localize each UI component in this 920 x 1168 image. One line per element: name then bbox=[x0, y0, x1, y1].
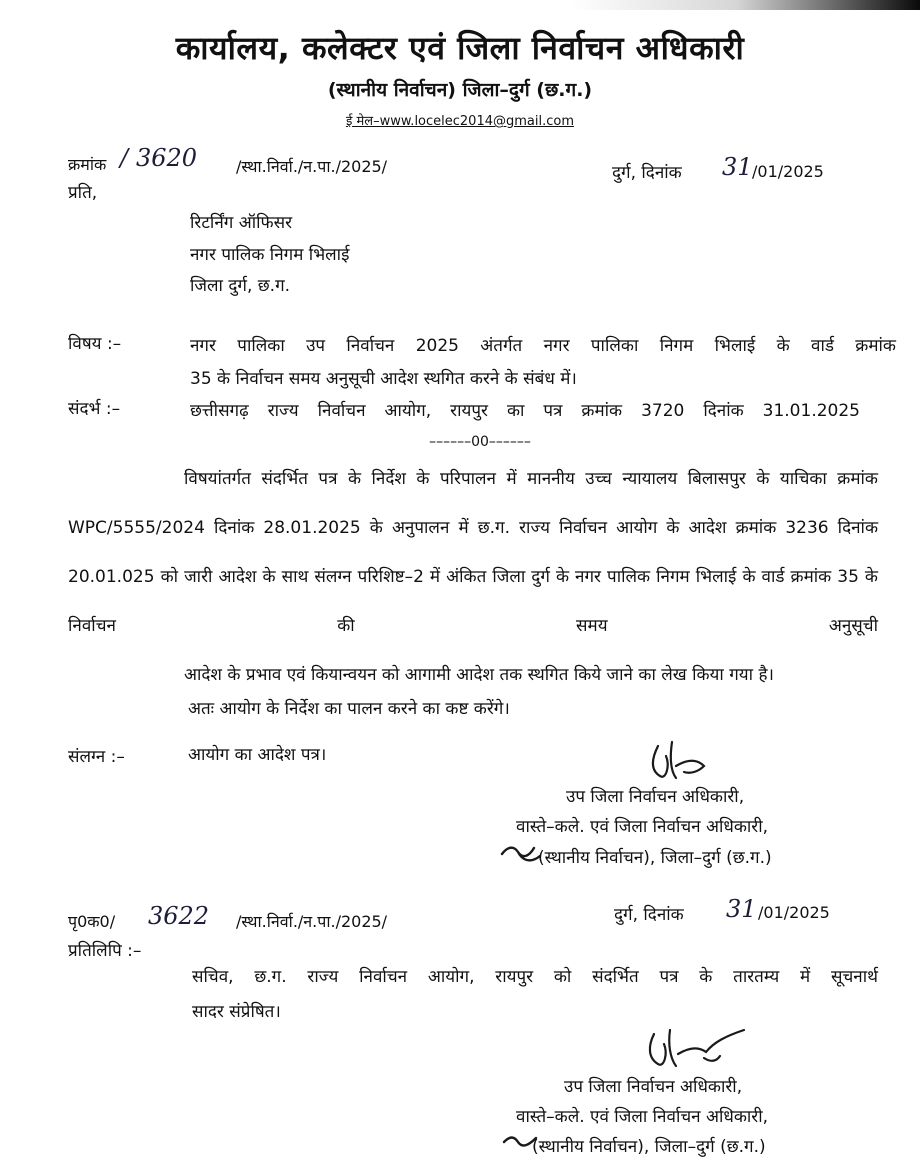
ref-slash: / bbox=[120, 144, 129, 172]
body-line: के याचिका क्रमांक WPC/5555/2024 दिनांक 28.01.2025 के अनुपालन में छ.ग. राज्य निर्वाचन bbox=[68, 469, 878, 538]
body-line: विषयांतर्गत संदर्भित पत्र के निर्देश के परिपालन में माननीय उच्च न्यायालय बिलासपुर bbox=[184, 469, 757, 489]
body-paragraph-2: अतः आयोग के निर्देश का पालन करने का कष्ट करेंगे। bbox=[188, 699, 510, 719]
endorsement-place-date-label: दुर्ग, दिनांक bbox=[614, 905, 684, 925]
ref-date-day: 31 bbox=[722, 153, 753, 181]
body-line: अंकित जिला दुर्ग के नगर पालिक निगम भिलाई के वार्ड क्रमांक 35 के निर्वाचन की समय अनुसूची bbox=[68, 567, 878, 636]
ref-number: 3620 bbox=[136, 144, 198, 172]
body-line: आदेश के प्रभाव एवं कियान्वयन को आगामी आदेश तक स्थगित किये जाने का लेख किया गया है। bbox=[184, 665, 774, 685]
copy-label: प्रतिलिपि :– bbox=[68, 941, 142, 961]
endorsement-date-day: 31 bbox=[726, 895, 757, 923]
enclosure-label: संलग्न :– bbox=[68, 747, 125, 767]
signature-1-office: (स्थानीय निर्वाचन), जिला–दुर्ग (छ.ग.) bbox=[538, 848, 772, 868]
signature-1-authority: वास्ते–कले. एवं जिला निर्वाचन अधिकारी, bbox=[516, 817, 769, 837]
enclosure-text: आयोग का आदेश पत्र। bbox=[188, 745, 327, 765]
endorsement-date-rest: /01/2025 bbox=[758, 903, 830, 922]
to-label: प्रति, bbox=[68, 183, 98, 203]
to-line: रिटर्निंग ऑफिसर bbox=[190, 213, 293, 233]
separator: ––––––00–––––– bbox=[429, 434, 531, 450]
signature-2-authority: वास्ते–कले. एवं जिला निर्वाचन अधिकारी, bbox=[516, 1107, 769, 1127]
office-email: ई मेल–www.locelec2014@gmail.com bbox=[346, 114, 574, 129]
subject-line: नगर पालिका उप निर्वाचन 2025 अंतर्गत नगर पालिका निगम भिलाई के वार्ड क्रमांक bbox=[190, 336, 896, 356]
subject-line: 35 के निर्वाचन समय अनुसूची आदेश स्थगित करने के संबंध में। bbox=[190, 369, 577, 389]
ref-place-date-label: दुर्ग, दिनांक bbox=[612, 163, 682, 183]
office-subtitle: (स्थानीय निर्वाचन) जिला–दुर्ग (छ.ग.) bbox=[327, 79, 593, 101]
reference-label: संदर्भ :– bbox=[68, 399, 121, 419]
signature-2-office: (स्थानीय निर्वाचन), जिला–दुर्ग (छ.ग.) bbox=[532, 1137, 766, 1157]
to-line: जिला दुर्ग, छ.ग. bbox=[190, 276, 291, 296]
copy-line: सचिव, छ.ग. राज्य निर्वाचन आयोग, रायपुर को संदर्भित पत्र के तारतम्य में सूचनार्थ bbox=[192, 967, 878, 987]
ref-label: क्रमांक bbox=[68, 155, 107, 174]
body-paragraph bbox=[68, 455, 878, 700]
copy-line: सादर संप्रेषित। bbox=[192, 1002, 281, 1022]
endorsement-number: 3622 bbox=[148, 902, 210, 930]
subject-label: विषय :– bbox=[68, 334, 122, 354]
to-line: नगर पालिक निगम भिलाई bbox=[190, 245, 350, 265]
body-line: आयोग के आदेश क्रमांक 3236 दिनांक 20.01.025 को जारी आदेश के साथ संलग्न परिशिष्ट–2 में bbox=[68, 518, 878, 587]
signature-1-designation: उप जिला निर्वाचन अधिकारी, bbox=[566, 787, 745, 807]
signature-scribble bbox=[640, 1022, 750, 1078]
endorsement-suffix: /स्था.निर्वा./न.पा./2025/ bbox=[236, 912, 388, 931]
endorsement-label: पृ0क0/ bbox=[68, 912, 116, 931]
signature-2-designation: उप जिला निर्वाचन अधिकारी, bbox=[564, 1077, 743, 1097]
ref-suffix: /स्था.निर्वा./न.पा./2025/ bbox=[236, 157, 388, 176]
signature-scribble bbox=[640, 736, 720, 786]
ref-date-rest: /01/2025 bbox=[752, 162, 824, 181]
reference-text: छत्तीसगढ़ राज्य निर्वाचन आयोग, रायपुर का पत्र क्रमांक 3720 दिनांक 31.01.2025 bbox=[190, 401, 860, 421]
office-title: कार्यालय, कलेक्टर एवं जिला निर्वाचन अधिकारी bbox=[175, 29, 745, 67]
top-edge-shadow bbox=[0, 0, 920, 10]
